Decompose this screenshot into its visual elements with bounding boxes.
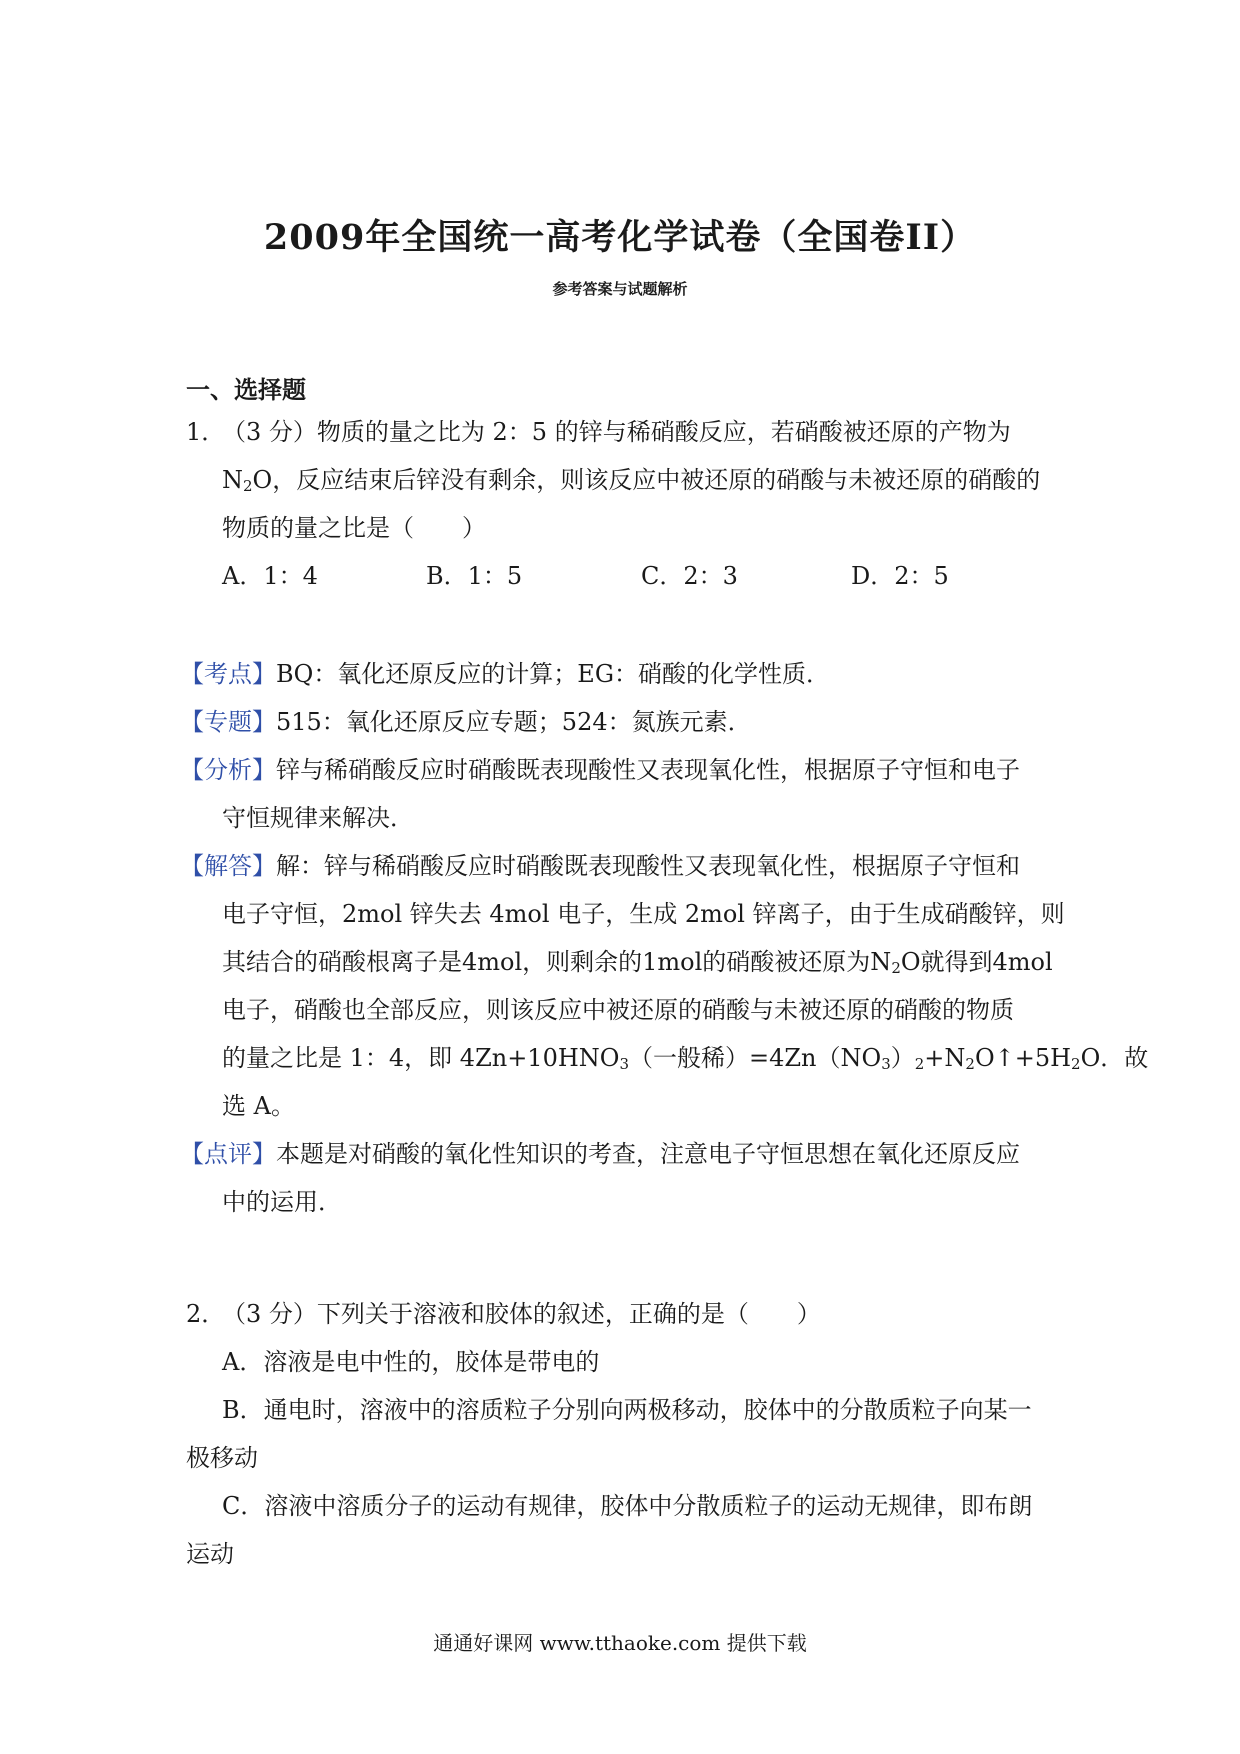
zhuanti-tag: 【专题】 bbox=[180, 708, 276, 736]
section-heading: 一、选择题 bbox=[186, 375, 306, 404]
question-2-option-b-line-2: 极移动 bbox=[186, 1444, 258, 1472]
fenxi-line-1: 【分析】锌与稀硝酸反应时硝酸既表现酸性又表现氧化性，根据原子守恒和电子 bbox=[180, 756, 1020, 784]
kaodian-tag: 【考点】 bbox=[180, 660, 276, 688]
question-1-line-2: $N_2O$，反应结束后锌没有剩余，则该反应中被还原的硝酸与未被还原的硝酸的 bbox=[222, 466, 1041, 495]
jieda-line-4: 电子，硝酸也全部反应，则该反应中被还原的硝酸与未被还原的硝酸的物质 bbox=[222, 996, 1014, 1024]
question-2-stem: 2．（3 分）下列关于溶液和胶体的叙述，正确的是（ ） bbox=[186, 1290, 1056, 1338]
question-1-option-a: A．1：4 bbox=[222, 562, 318, 590]
question-2-number: 2． bbox=[186, 1300, 226, 1328]
question-2-option-c-line-2: 运动 bbox=[186, 1540, 234, 1568]
question-2-option-a: A．溶液是电中性的，胶体是带电的 bbox=[222, 1348, 600, 1376]
question-2-option-b-line-1: B．通电时，溶液中的溶质粒子分别向两极移动，胶体中的分散质粒子向某一 bbox=[222, 1396, 1032, 1424]
jieda-line-5: 的量之比是 1：4，即 $4Zn+10HNO_3$（一般稀）$=4Zn(NO_3)_2+N_2O↑+5H_2O$．故 bbox=[222, 1044, 1149, 1073]
jieda-line-1: 【解答】解：锌与稀硝酸反应时硝酸既表现酸性又表现氧化性，根据原子守恒和 bbox=[180, 852, 1020, 880]
question-1-number: 1． bbox=[186, 418, 226, 446]
fenxi-line-2: 守恒规律来解决． bbox=[222, 804, 414, 832]
question-1-option-c: C．2：3 bbox=[641, 562, 738, 590]
zhuanti-line: 【专题】515：氧化还原反应专题；524：氮族元素． bbox=[180, 708, 752, 736]
page-footer: 通通好课网 www.tthaoke.com 提供下载 bbox=[433, 1631, 807, 1655]
question-2 bbox=[186, 1290, 1056, 1578]
kaodian-line: 【考点】BQ：氧化还原反应的计算；EG：硝酸的化学性质． bbox=[180, 660, 831, 688]
question-1-analysis bbox=[180, 650, 1149, 1226]
dianping-tag: 【点评】 bbox=[180, 1140, 276, 1168]
page-subtitle: 参考答案与试题解析 bbox=[552, 280, 688, 298]
jieda-tag: 【解答】 bbox=[180, 852, 276, 880]
question-1-line-3: 物质的量之比是（ ） bbox=[222, 514, 486, 542]
page-title: 2009年全国统一高考化学试卷（全国卷II） bbox=[263, 217, 977, 258]
dianping-line-1: 【点评】本题是对硝酸的氧化性知识的考查，注意电子守恒思想在氧化还原反应 bbox=[180, 1140, 1020, 1168]
question-2-option-c-line-1: C．溶液中溶质分子的运动有规律，胶体中分散质粒子的运动无规律，即布朗 bbox=[222, 1492, 1033, 1520]
dianping-line-2: 中的运用． bbox=[222, 1188, 342, 1216]
question-1-line-1: 1．（3 分）物质的量之比为 2：5 的锌与稀硝酸反应，若硝酸被还原的产物为 bbox=[186, 408, 1056, 456]
question-1-option-d: D．2：5 bbox=[851, 562, 949, 590]
fenxi-tag: 【分析】 bbox=[180, 756, 276, 784]
question-1-option-b: B．1：5 bbox=[426, 562, 523, 590]
question-1-options bbox=[186, 552, 1056, 600]
jieda-line-2: 电子守恒，2mol 锌失去 4mol 电子，生成 2mol 锌离子，由于生成硝酸锌，则 bbox=[222, 900, 1065, 928]
jieda-line-6: 选 A。 bbox=[222, 1092, 295, 1120]
question-1 bbox=[186, 408, 1056, 600]
jieda-line-3: 其结合的硝酸根离子是4mol，则剩余的1mol的硝酸被还原为$N_2O$就得到4mol bbox=[222, 948, 1053, 977]
